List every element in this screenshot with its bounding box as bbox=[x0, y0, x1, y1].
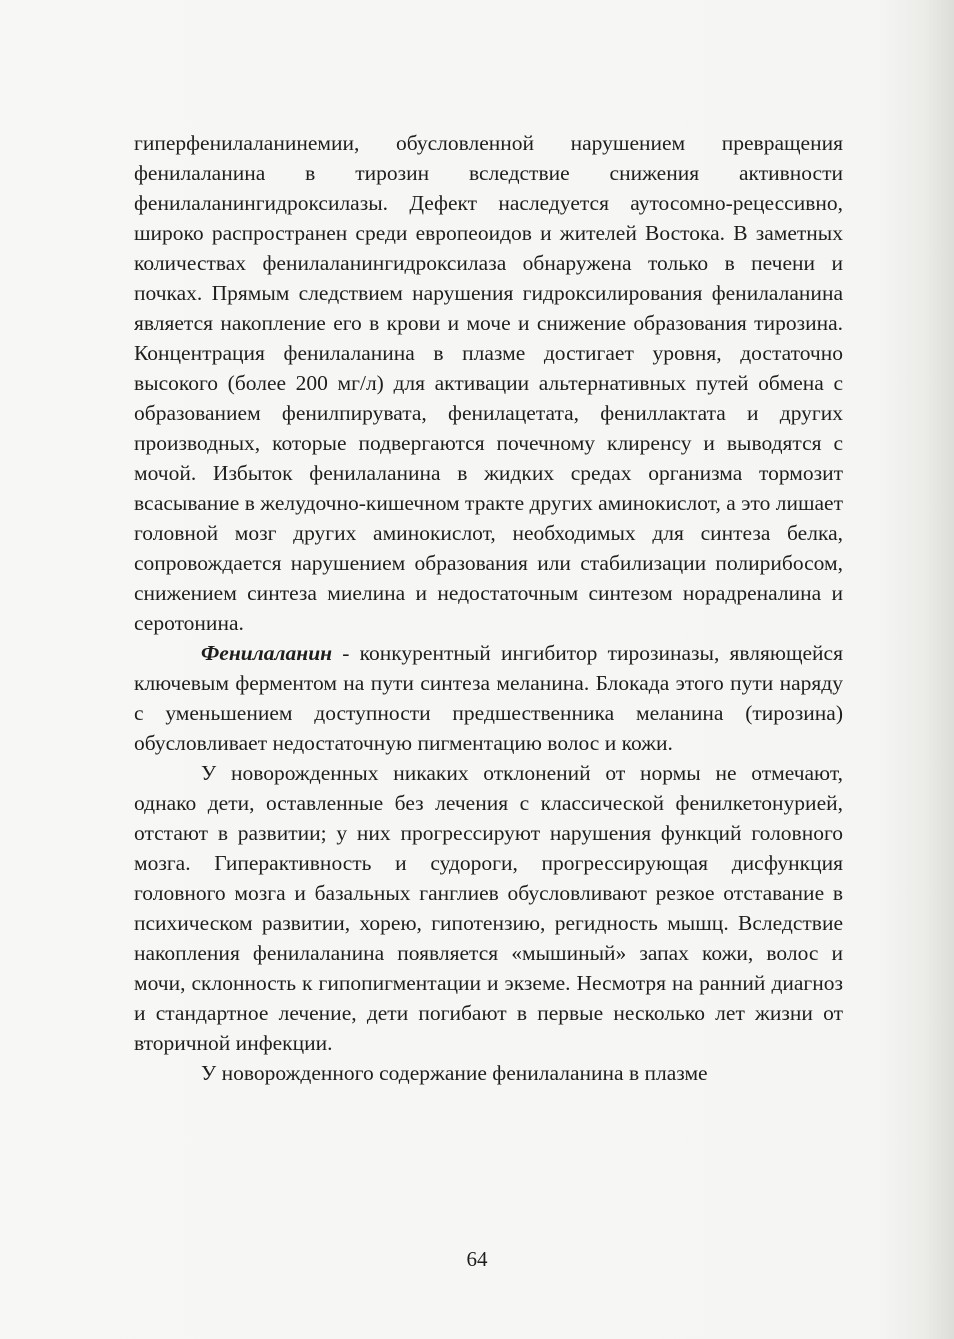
term-phenylalanine: Фенилаланин bbox=[201, 641, 333, 665]
body-text bbox=[134, 128, 843, 1088]
page-number: 64 bbox=[466, 1247, 488, 1271]
paragraph-continuation bbox=[134, 128, 843, 638]
paragraph-1-text: гиперфенилаланинемии, обусловленной нарушением превращения фенилаланина в тирозин вследствие снижения активности фенилаланингидроксилазы. Дефект наследуется аутосомно-рецессивно, широко распространен среди европеоидов и жителей Востока. В заметных количествах фенилаланингидроксилаза обнаружена только в печени и почках. Прямым следствием нарушения гидроксилирования фенилаланина является накопление его в крови и моче и снижение образования тирозина. Концентрация фенилаланина в плазме достигает уровня, достаточно высокого (более 200 мг/л) для активации альтернативных путей обмена с образованием фенилпирувата, фенилацетата, фениллактата и других производных, которые подвергаются почечному клиренсу и выводятся с мочой. Избыток фенилаланина в жидких средах организма тормозит всасывание в желудочно-кишечном тракте других аминокислот, а это лишает головной мозг других аминокислот, необходимых для синтеза белка, сопровождается нарушением образования или стабилизации полирибосом, снижением синтеза миелина и недостаточным синтезом норадреналина и серотонина. bbox=[134, 131, 843, 635]
paragraph-newborn-plasma bbox=[134, 1058, 843, 1088]
paragraph-newborns-symptoms bbox=[134, 758, 843, 1058]
paragraph-4-text: У новорожденного содержание фенилаланина в плазме bbox=[201, 1061, 708, 1085]
paragraph-phenylalanine-inhibitor bbox=[134, 638, 843, 758]
paragraph-2-text: - конкурентный ингибитор тирозиназы, являющейся ключевым ферментом на пути синтеза меланина. Блокада этого пути наряду с уменьшением доступности предшественника меланина (тирозина) обусловливает недостаточную пигментацию волос и кожи. bbox=[134, 641, 843, 755]
paragraph-3-text: У новорожденных никаких отклонений от нормы не отмечают, однако дети, оставленные без лечения с классической фенилкетонурией, отстают в развитии; у них прогрессируют нарушения функций головного мозга. Гиперактивность и судороги, прогрессирующая дисфункция головного мозга и базальных ганглиев обусловливают резкое отставание в психическом развитии, хорею, гипотензию, регидность мышц. Вследствие накопления фенилаланина появляется «мышиный» запах кожи, волос и мочи, склонность к гипопигментации и экземе. Несмотря на ранний диагноз и стандартное лечение, дети погибают в первые несколько лет жизни от вторичной инфекции. bbox=[134, 761, 843, 1055]
